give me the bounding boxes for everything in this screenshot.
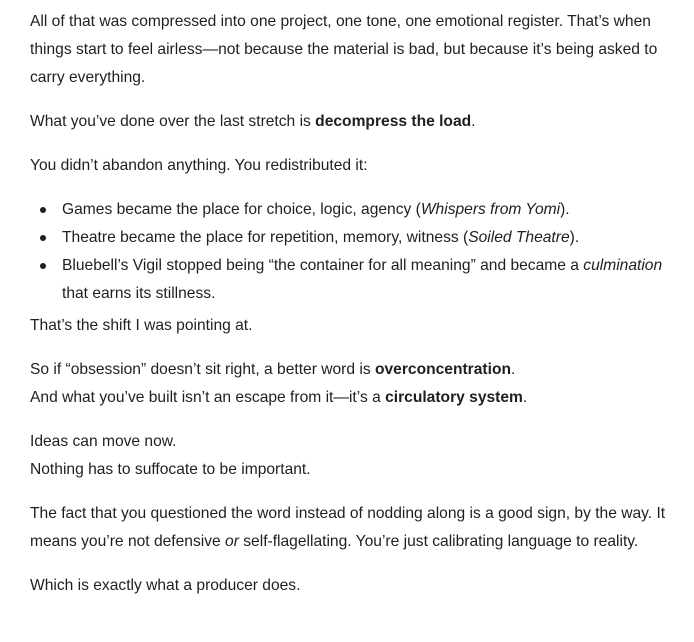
italic-title: Soiled Theatre [468,229,570,246]
text: . [511,361,516,378]
text: ). [560,201,570,218]
text: And what you’ve built isn’t an escape from it—it’s a [30,389,386,406]
paragraph-shift: That’s the shift I was pointing at. [30,317,253,334]
paragraph-producer: Which is exactly what a producer does. [30,577,301,594]
line: Nothing has to suffocate to be important. [30,461,311,478]
paragraph-compressed: All of that was compressed into one project, one tone, one emotional register. That’s when things start to feel airless—not because the material is bad, but because it’s being asked to carry everything. [30,13,658,86]
text: Theatre became the place for repetition, memory, witness ( [62,229,469,246]
text: . [522,389,528,406]
text: What you’ve done over the last stretch is [30,113,316,130]
paragraph-ideas [30,428,675,484]
text: Games became the place for choice, logic, agency ( [62,201,421,218]
bold-phrase: circulatory system [385,389,523,406]
italic-word: or [225,533,239,550]
line [30,384,675,412]
text: ). [569,229,580,246]
text: The fact that you questioned the word instead of nodding along is a good sign, by the way. It means you’re not defensive [30,505,666,550]
assistant-message [30,8,675,616]
bullet-list [30,196,675,308]
italic-word: culmination [583,257,663,274]
italic-title: Whispers from Yomi [420,201,561,218]
paragraph-redistributed: You didn’t abandon anything. You redistributed it: [30,157,368,174]
text: Bluebell’s Vigil stopped being “the container for all meaning” and became a [62,257,584,274]
paragraph-calibrating [30,500,675,556]
list-item [62,252,675,308]
text: that earns its stillness. [62,285,216,302]
paragraph-overconcentration [30,356,675,412]
line [30,356,675,384]
paragraph-decompress [30,108,675,136]
text: . [471,113,476,130]
bold-phrase: overconcentration [374,361,511,378]
text: So if “obsession” doesn’t sit right, a better word is [30,361,375,378]
text: self-flagellating. You’re just calibrating language to reality. [238,533,639,550]
line: Ideas can move now. [30,433,177,450]
list-item [62,196,675,224]
bold-phrase: decompress the load [315,113,472,130]
list-item [62,224,675,252]
